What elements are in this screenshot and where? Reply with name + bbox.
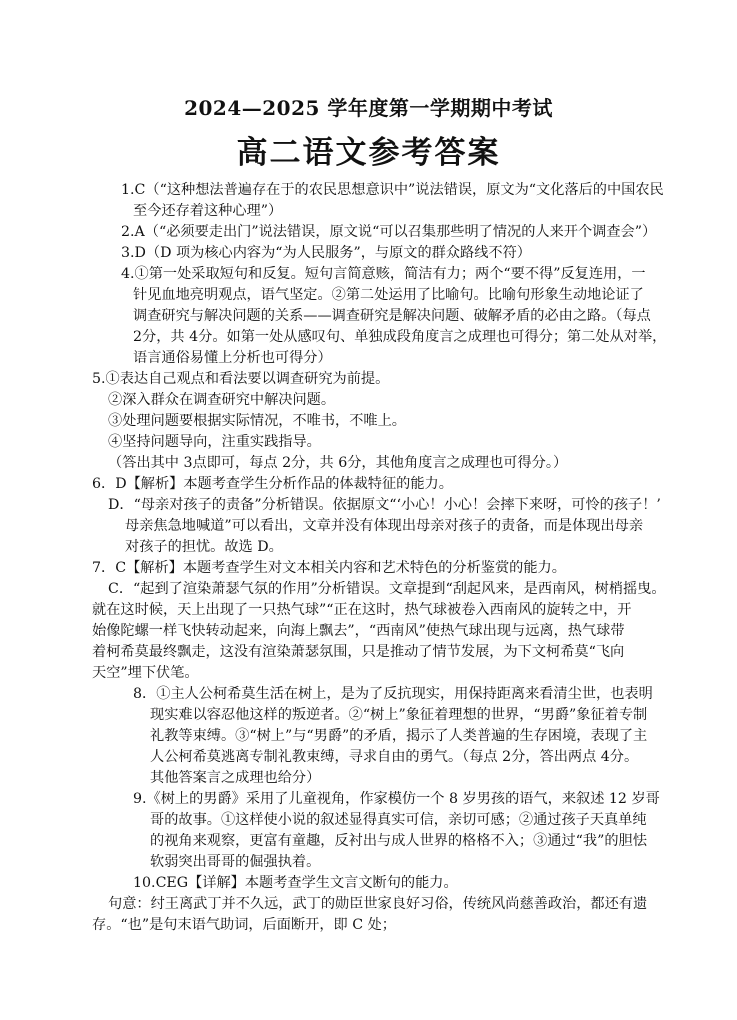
answer-q5-point-2: ②深入群众在调查研究中解决问题。 xyxy=(108,392,336,408)
answer-q8-line-4: 人公柯希莫逃离专制礼教束缚，寻求自由的勇气。（每点 2分，答出两点 4分。 xyxy=(150,749,639,765)
answer-q5-point-3: ③处理问题要根据实际情况，不唯书，不唯上。 xyxy=(108,413,406,429)
answer-q8-line-2: 现实难以容忍他这样的叛逆者。②“树上”象征着理想的世界，“男爵”象征着专制 xyxy=(150,707,648,723)
answer-q10-line-2: 存。“也”是句末语气助词，后面断开，即 C 处； xyxy=(92,917,396,933)
answer-q7-line-2: 就在这时候，天上出现了一只热气球”“正在这时，热气球被卷入西南风的旋转之中，开 xyxy=(92,602,632,618)
answer-q1-line-1: 1.C（“这种想法普遍存在于的农民思想意识中”说法错误，原文为“文化落后的中国农民 xyxy=(121,182,664,198)
answer-q5-point-1: 5.①表达自己观点和看法要以调查研究为前提。 xyxy=(92,371,390,387)
answer-q7-line-3: 始像陀螺一样飞快转动起来，向海上飘去”，“西南风”使热气球出现与远离，热气球带 xyxy=(92,623,625,639)
answer-q2: 2.A（“必须要走出门”说法错误，原文说“可以召集那些明了情况的人来开个调查会”） xyxy=(121,224,657,240)
document-title: 高二语文参考答案 xyxy=(236,135,501,171)
answer-q6-heading: 6．D【解析】本题考查学生分析作品的体裁特征的能力。 xyxy=(92,476,453,492)
answer-q6-line-2: 母亲焦急地喊道”可以看出，文章并没有体现出母亲对孩子的责备，而是体现出母亲 xyxy=(125,518,644,534)
exam-title: 2024—2025 学年度第一学期期中考试 xyxy=(184,96,553,120)
answer-q1-line-2: 至今还存着这种心理”） xyxy=(133,203,283,219)
answer-q10-heading: 10.CEG【详解】本题考查学生文言文断句的能力。 xyxy=(133,875,458,891)
answer-q9-line-4: 软弱突出哥哥的倔强执着。 xyxy=(150,854,321,870)
answer-q4-line-4: 2分，共 4分。如第一处从感叹句、单独成段角度言之成理也可得分；第二处从对举， xyxy=(133,329,667,345)
answer-q7-line-1: C．“起到了渲染萧瑟气氛的作用”分析错误。文章提到“刮起风来，是西南风，树梢摇曳。 xyxy=(108,581,666,597)
answer-q9-line-3: 的视角来观察，更富有童趣，反衬出与成人世界的格格不入；③通过“我”的胆怯 xyxy=(150,833,647,849)
answer-q8-line-5: 其他答案言之成理也给分） xyxy=(150,770,321,786)
answer-q7-line-4: 着柯希莫最终飘走，这没有渲染萧瑟氛围，只是推动了情节发展，为下文柯希莫“飞向 xyxy=(92,644,625,660)
answer-q8-line-1: 8．①主人公柯希莫生活在树上，是为了反抗现实，用保持距离来看清尘世，也表明 xyxy=(133,686,653,702)
answer-q4-line-1: 4.①第一处采取短句和反复。短句言简意赅，简洁有力；两个“要不得”反复连用，一 xyxy=(121,266,646,282)
answer-q4-line-3: 调查研究与解决问题的关系——调查研究是解决问题、破解矛盾的必由之路。（每点 xyxy=(133,308,651,324)
answer-q8-line-3: 礼教等束缚。③“树上”与“男爵”的矛盾，揭示了人类普遍的生存困境，表现了主 xyxy=(150,728,648,744)
answer-q6-line-3: 对孩子的担忧。故选 D。 xyxy=(125,539,283,555)
answer-q4-line-2: 针见血地亮明观点，语气坚定。②第二处运用了比喻句。比喻句形象生动地论证了 xyxy=(133,287,644,303)
answer-q3: 3.D（D 项为核心内容为“为人民服务”，与原文的群众路线不符） xyxy=(121,245,531,261)
answer-q10-line-1: 句意：纣王离武丁并不久远，武丁的勋臣世家良好习俗，传统风尚慈善政治，都还有遗 xyxy=(108,896,648,912)
answer-q6-line-1: D．“母亲对孩子的责备”分析错误。依据原文“‘小心！小心！会摔下来呀，可怜的孩子！’ xyxy=(108,497,661,513)
answer-q5-point-4: ④坚持问题导向，注重实践指导。 xyxy=(108,434,321,450)
answer-q9-line-2: 哥的故事。①这样使小说的叙述显得真实可信，亲切可感；②通过孩子天真单纯 xyxy=(150,812,647,828)
answer-q5-scoring: （答出其中 3点即可，每点 2分，共 6分，其他角度言之成理也可得分。） xyxy=(108,455,568,471)
answer-q7-heading: 7．C【解析】本题考查学生对文本相关内容和艺术特色的分析鉴赏的能力。 xyxy=(92,560,566,576)
answer-q7-line-5: 天空”埋下伏笔。 xyxy=(92,665,199,681)
answer-q4-line-5: 语言通俗易懂上分析也可得分） xyxy=(133,350,332,366)
answer-q9-line-1: 9.《树上的男爵》采用了儿童视角，作家模仿一个 8 岁男孩的语气，来叙述 12 岁哥 xyxy=(133,791,660,807)
